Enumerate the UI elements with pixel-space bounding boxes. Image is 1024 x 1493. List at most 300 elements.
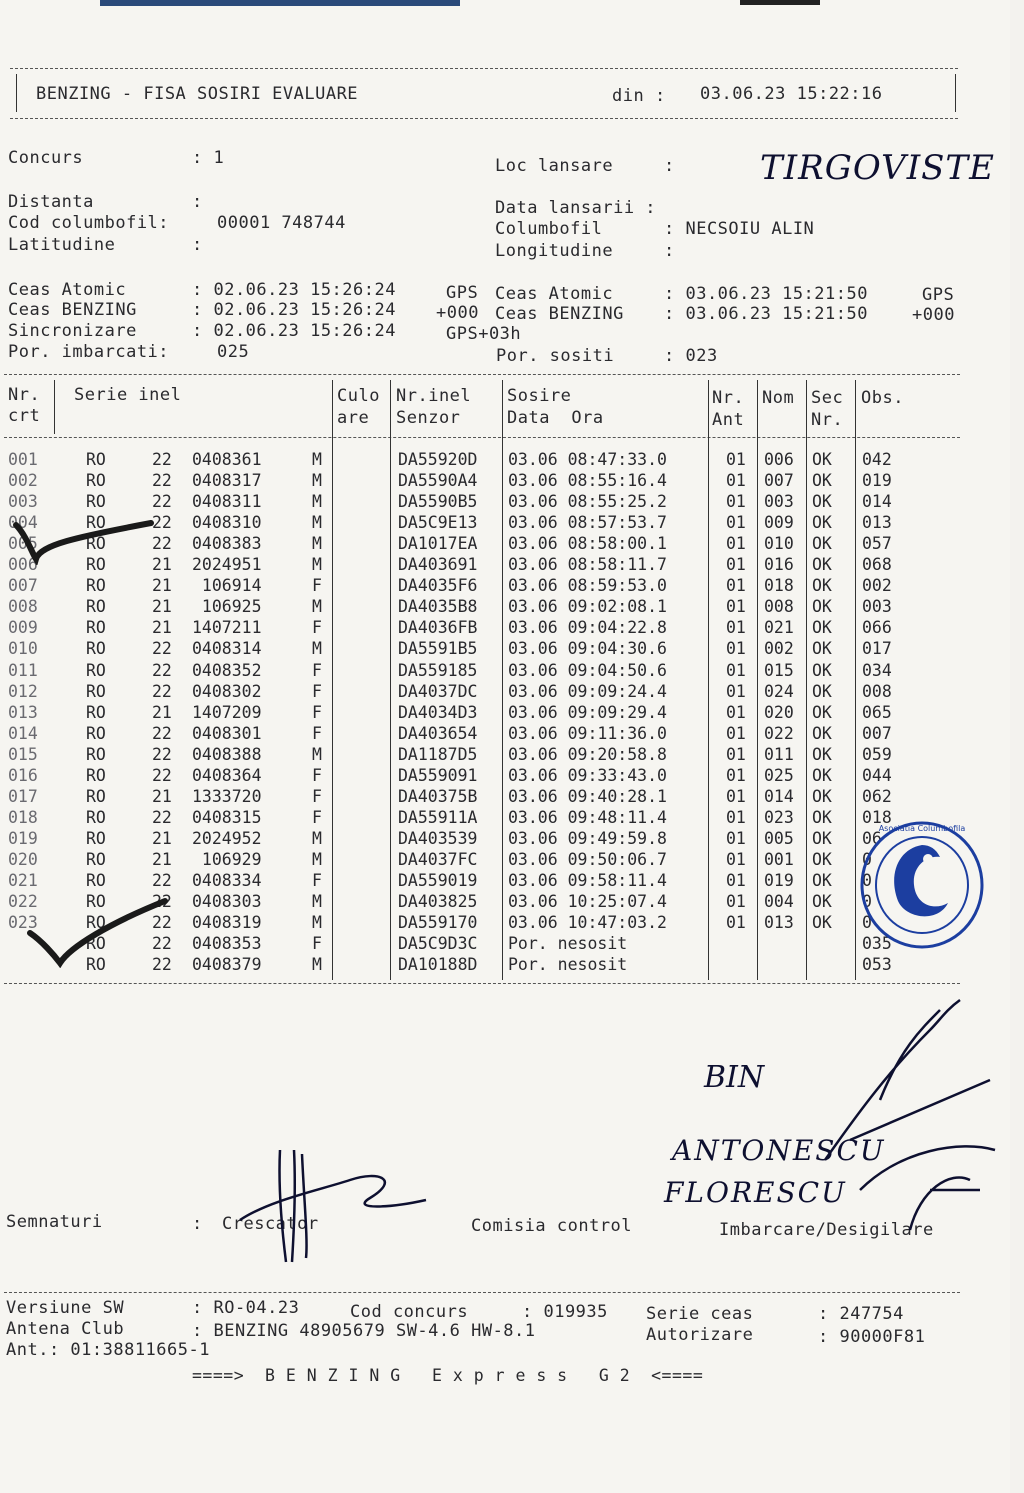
row-obs-cell: 053 xyxy=(862,955,892,974)
row-sec-cell: OK xyxy=(812,471,832,490)
semnaturi-colon: : xyxy=(192,1214,203,1234)
row-sex-cell: F xyxy=(312,661,322,680)
table-row xyxy=(0,639,1000,660)
row-senzor-cell: DA4037FC xyxy=(398,850,478,869)
row-sec-cell: OK xyxy=(812,871,832,890)
row-country-cell: RO xyxy=(86,955,106,974)
row-country-cell: RO xyxy=(86,576,106,595)
row-country-cell: RO xyxy=(86,555,106,574)
row-sex-cell: M xyxy=(312,955,322,974)
row-sec-cell: OK xyxy=(812,597,832,616)
row-senzor-cell: DA403691 xyxy=(398,555,478,574)
row-nom-cell: 007 xyxy=(764,471,794,490)
row-senzor-cell: DA559019 xyxy=(398,871,478,890)
ceas-atomic-right-suffix: GPS xyxy=(922,285,955,305)
row-country-cell: RO xyxy=(86,661,106,680)
row-sex-cell: F xyxy=(312,934,322,953)
row-obs-cell: 002 xyxy=(862,576,892,595)
cod-concurs-value: : 019935 xyxy=(522,1302,608,1322)
row-nr-cell: 001 xyxy=(8,450,38,469)
row-sec-cell: OK xyxy=(812,745,832,764)
row-ring-cell: 0408353 xyxy=(192,934,262,953)
row-sosire-cell: 03.06 08:47:33.0 xyxy=(508,450,667,469)
row-ant-cell: 01 xyxy=(726,745,746,764)
row-sec-cell: OK xyxy=(812,534,832,553)
latitudine-value: : xyxy=(192,235,203,255)
row-ring-cell: 0408317 xyxy=(192,471,262,490)
longitudine-value: : xyxy=(664,241,675,261)
row-ring-cell: 0408310 xyxy=(192,513,262,532)
row-ant-cell: 01 xyxy=(726,555,746,574)
row-year-cell: 21 xyxy=(152,850,172,869)
row-nom-cell: 018 xyxy=(764,576,794,595)
row-country-cell: RO xyxy=(86,892,106,911)
row-senzor-cell: DA403539 xyxy=(398,829,478,848)
row-nom-cell: 021 xyxy=(764,618,794,637)
row-senzor-cell: DA403825 xyxy=(398,892,478,911)
row-sec-cell: OK xyxy=(812,555,832,574)
th-culoare-2: are xyxy=(337,408,370,428)
loc-lansare-handwritten: TIRGOVISTE xyxy=(760,148,995,188)
row-senzor-cell: DA559091 xyxy=(398,766,478,785)
row-ring-cell: 0408383 xyxy=(192,534,262,553)
row-senzor-cell: DA4035B8 xyxy=(398,597,478,616)
row-nr-cell: 002 xyxy=(8,471,38,490)
row-senzor-cell: DA5C9D3C xyxy=(398,934,478,953)
row-sec-cell: OK xyxy=(812,808,832,827)
row-country-cell: RO xyxy=(86,597,106,616)
row-sex-cell: M xyxy=(312,639,322,658)
row-sex-cell: M xyxy=(312,492,322,511)
row-nom-cell: 002 xyxy=(764,639,794,658)
row-ant-cell: 01 xyxy=(726,513,746,532)
row-year-cell: 22 xyxy=(152,450,172,469)
imbarcati-value: 025 xyxy=(217,342,250,362)
ceas-benzing-right-label: Ceas BENZING xyxy=(495,304,624,324)
row-obs-cell: 014 xyxy=(862,492,892,511)
row-senzor-cell: DA403654 xyxy=(398,724,478,743)
header-right-border xyxy=(955,74,956,112)
row-nom-cell: 005 xyxy=(764,829,794,848)
row-senzor-cell: DA5C9E13 xyxy=(398,513,478,532)
row-year-cell: 21 xyxy=(152,576,172,595)
row-sex-cell: M xyxy=(312,534,322,553)
row-country-cell: RO xyxy=(86,787,106,806)
row-nr-cell: 011 xyxy=(8,661,38,680)
row-sex-cell: F xyxy=(312,682,322,701)
row-nom-cell: 022 xyxy=(764,724,794,743)
row-sec-cell: OK xyxy=(812,703,832,722)
semnaturi-label: Semnaturi xyxy=(6,1212,103,1232)
th-nom: Nom xyxy=(762,388,795,408)
row-nom-cell: 014 xyxy=(764,787,794,806)
row-sex-cell: M xyxy=(312,745,322,764)
concurs-value: : 1 xyxy=(192,148,225,168)
row-nr-cell: 012 xyxy=(8,682,38,701)
table-row xyxy=(0,661,1000,682)
row-ant-cell: 01 xyxy=(726,682,746,701)
row-obs-cell: 034 xyxy=(862,661,892,680)
scan-edge-strip-2 xyxy=(740,0,820,5)
row-senzor-cell: DA559185 xyxy=(398,661,478,680)
row-nr-cell: 013 xyxy=(8,703,38,722)
row-obs-cell: 007 xyxy=(862,724,892,743)
row-year-cell: 22 xyxy=(152,639,172,658)
ceas-benzing-left-suffix: +000 xyxy=(436,303,479,323)
antena-value: : BENZING 48905679 SW-4.6 HW-8.1 xyxy=(192,1321,536,1341)
row-sex-cell: F xyxy=(312,618,322,637)
row-sosire-cell: 03.06 09:09:24.4 xyxy=(508,682,667,701)
header-bottom-border xyxy=(10,118,958,119)
row-nr-cell: 006 xyxy=(8,555,38,574)
table-row xyxy=(0,576,1000,597)
row-country-cell: RO xyxy=(86,492,106,511)
serie-ceas-label: Serie ceas xyxy=(646,1304,754,1324)
row-year-cell: 21 xyxy=(152,555,172,574)
row-country-cell: RO xyxy=(86,724,106,743)
row-ant-cell: 01 xyxy=(726,766,746,785)
table-row xyxy=(0,618,1000,639)
row-nom-cell: 006 xyxy=(764,450,794,469)
row-obs-cell: 057 xyxy=(862,534,892,553)
th-sec-2: Nr. xyxy=(811,410,844,430)
row-senzor-cell: DA40375B xyxy=(398,787,478,806)
comisia-control-label: Comisia control xyxy=(471,1216,633,1236)
row-sex-cell: F xyxy=(312,576,322,595)
row-obs-cell: 042 xyxy=(862,450,892,469)
row-year-cell: 22 xyxy=(152,513,172,532)
row-ant-cell: 01 xyxy=(726,871,746,890)
row-year-cell: 21 xyxy=(152,787,172,806)
data-lansarii-label: Data lansarii : xyxy=(495,198,657,218)
row-nom-cell: 025 xyxy=(764,766,794,785)
row-nr-cell: 014 xyxy=(8,724,38,743)
row-sec-cell: OK xyxy=(812,787,832,806)
row-sosire-cell: 03.06 09:40:28.1 xyxy=(508,787,667,806)
row-sec-cell: OK xyxy=(812,829,832,848)
row-country-cell: RO xyxy=(86,471,106,490)
row-country-cell: RO xyxy=(86,682,106,701)
row-ant-cell: 01 xyxy=(726,892,746,911)
row-nom-cell: 016 xyxy=(764,555,794,574)
imbarcare-label: Imbarcare/Desigilare xyxy=(719,1220,934,1240)
row-year-cell: 22 xyxy=(152,808,172,827)
row-ant-cell: 01 xyxy=(726,808,746,827)
row-obs-cell: 044 xyxy=(862,766,892,785)
th-crt: crt xyxy=(8,406,41,426)
cod-concurs-label: Cod concurs xyxy=(350,1302,469,1322)
row-sex-cell: M xyxy=(312,892,322,911)
table-header-border xyxy=(4,437,960,438)
table-bottom-border xyxy=(4,983,960,984)
row-country-cell: RO xyxy=(86,829,106,848)
row-senzor-cell: DA4036FB xyxy=(398,618,478,637)
footer-top-border xyxy=(4,1292,960,1293)
th-sosire-2: Data Ora xyxy=(507,408,604,428)
row-obs-cell: 013 xyxy=(862,513,892,532)
row-country-cell: RO xyxy=(86,934,106,953)
row-nr-cell: 020 xyxy=(8,850,38,869)
columbofil-value: : NECSOIU ALIN xyxy=(664,219,815,239)
ceas-benzing-left-value: : 02.06.23 15:26:24 xyxy=(192,300,396,320)
ceas-atomic-left-label: Ceas Atomic xyxy=(8,280,127,300)
row-year-cell: 22 xyxy=(152,766,172,785)
row-year-cell: 22 xyxy=(152,661,172,680)
th-culoare-1: Culo xyxy=(337,386,380,406)
row-obs-cell: 059 xyxy=(862,745,892,764)
row-nr-cell: 018 xyxy=(8,808,38,827)
row-sex-cell: F xyxy=(312,787,322,806)
row-sec-cell: OK xyxy=(812,766,832,785)
table-row xyxy=(0,724,1000,745)
cod-columbofil-label: Cod columbofil: xyxy=(8,213,170,233)
row-sosire-cell: 03.06 08:55:16.4 xyxy=(508,471,667,490)
row-senzor-cell: DA1187D5 xyxy=(398,745,478,764)
row-country-cell: RO xyxy=(86,871,106,890)
sincronizare-value: : 02.06.23 15:26:24 xyxy=(192,321,396,341)
antena-id: Ant.: 01:38811665-1 xyxy=(6,1340,210,1360)
row-ant-cell: 01 xyxy=(726,492,746,511)
row-obs-cell: 068 xyxy=(862,555,892,574)
row-ring-cell: 0408361 xyxy=(192,450,262,469)
row-obs-cell: 06 xyxy=(862,829,882,848)
row-obs-cell: 018 xyxy=(862,808,892,827)
row-sosire-cell: 03.06 09:20:58.8 xyxy=(508,745,667,764)
row-sosire-cell: 03.06 08:59:53.0 xyxy=(508,576,667,595)
sincronizare-suffix: GPS+03h xyxy=(446,324,522,344)
row-year-cell: 22 xyxy=(152,471,172,490)
row-nr-cell: 021 xyxy=(8,871,38,890)
th-senzor-2: Senzor xyxy=(396,408,461,428)
row-ant-cell: 01 xyxy=(726,724,746,743)
row-sex-cell: M xyxy=(312,913,322,932)
sositi-value: : 023 xyxy=(664,346,718,366)
row-nom-cell: 023 xyxy=(764,808,794,827)
official-signature xyxy=(820,990,1000,1240)
report-title: BENZING - FISA SOSIRI EVALUARE xyxy=(36,84,359,104)
versiune-label: Versiune SW xyxy=(6,1298,125,1318)
row-ring-cell: 2024952 xyxy=(192,829,262,848)
table-row xyxy=(0,682,1000,703)
row-ring-cell: 0408314 xyxy=(192,639,262,658)
row-sex-cell: M xyxy=(312,471,322,490)
ceas-atomic-left-value: : 02.06.23 15:26:24 xyxy=(192,280,396,300)
row-sex-cell: F xyxy=(312,724,322,743)
row-ring-cell: 0408364 xyxy=(192,766,262,785)
row-sex-cell: F xyxy=(312,808,322,827)
ceas-benzing-left-label: Ceas BENZING xyxy=(8,300,137,320)
th-senzor-1: Nr.inel xyxy=(396,386,472,406)
row-ring-cell: 2024951 xyxy=(192,555,262,574)
sincronizare-label: Sincronizare xyxy=(8,321,137,341)
handwritten-name-1: ANTONESCU xyxy=(672,1134,886,1167)
row-sec-cell: OK xyxy=(812,724,832,743)
th-sosire-1: Sosire xyxy=(507,386,572,406)
row-year-cell: 22 xyxy=(152,534,172,553)
row-country-cell: RO xyxy=(86,808,106,827)
row-sec-cell: OK xyxy=(812,682,832,701)
row-obs-cell: 017 xyxy=(862,639,892,658)
th-nr: Nr. xyxy=(8,385,41,405)
th-obs: Obs. xyxy=(861,388,904,408)
row-ring-cell: 0408311 xyxy=(192,492,262,511)
row-country-cell: RO xyxy=(86,639,106,658)
row-sec-cell: OK xyxy=(812,450,832,469)
pen-mark-2 xyxy=(20,893,170,968)
row-ant-cell: 01 xyxy=(726,534,746,553)
table-row xyxy=(0,850,1000,871)
row-sosire-cell: 03.06 09:04:30.6 xyxy=(508,639,667,658)
loc-lansare-label: Loc lansare xyxy=(495,156,614,176)
row-obs-cell: 0 xyxy=(862,871,872,890)
row-country-cell: RO xyxy=(86,850,106,869)
row-nom-cell: 008 xyxy=(764,597,794,616)
distanta-label: Distanta xyxy=(8,192,94,212)
row-sosire-cell: 03.06 09:33:43.0 xyxy=(508,766,667,785)
row-sosire-cell: Por. nesosit xyxy=(508,934,628,953)
row-sosire-cell: 03.06 09:02:08.1 xyxy=(508,597,667,616)
table-row xyxy=(0,703,1000,724)
row-nr-cell: 022 xyxy=(8,892,38,911)
row-nr-cell: 023 xyxy=(8,913,38,932)
row-ant-cell: 01 xyxy=(726,829,746,848)
row-year-cell: 21 xyxy=(152,597,172,616)
row-obs-cell: 0 xyxy=(862,850,872,869)
row-sosire-cell: 03.06 08:55:25.2 xyxy=(508,492,667,511)
row-ant-cell: 01 xyxy=(726,639,746,658)
pen-mark-1 xyxy=(6,515,156,565)
row-sosire-cell: 03.06 08:58:00.1 xyxy=(508,534,667,553)
row-nr-cell: 008 xyxy=(8,597,38,616)
benzing-banner: ====> B E N Z I N G E x p r e s s G 2 <==== xyxy=(192,1366,704,1385)
row-nr-cell: 016 xyxy=(8,766,38,785)
club-stamp xyxy=(858,815,986,955)
row-sosire-cell: 03.06 08:57:53.7 xyxy=(508,513,667,532)
row-ring-cell: 1407209 xyxy=(192,703,262,722)
th-sec-1: Sec xyxy=(811,388,844,408)
row-senzor-cell: DA559170 xyxy=(398,913,478,932)
imbarcati-label: Por. imbarcati: xyxy=(8,342,170,362)
row-nr-cell: 010 xyxy=(8,639,38,658)
header-top-border xyxy=(10,68,958,69)
table-row xyxy=(0,745,1000,766)
table-row xyxy=(0,871,1000,892)
row-sex-cell: M xyxy=(312,513,322,532)
row-sosire-cell: 03.06 09:50:06.7 xyxy=(508,850,667,869)
row-year-cell: 21 xyxy=(152,703,172,722)
row-ring-cell: 0408319 xyxy=(192,913,262,932)
row-sex-cell: M xyxy=(312,829,322,848)
row-ant-cell: 01 xyxy=(726,850,746,869)
row-sosire-cell: 03.06 09:04:22.8 xyxy=(508,618,667,637)
row-senzor-cell: DA5590A4 xyxy=(398,471,478,490)
row-obs-cell: 019 xyxy=(862,471,892,490)
th-serie-inel: Serie inel xyxy=(74,385,182,405)
row-nr-cell: 019 xyxy=(8,829,38,848)
row-sec-cell: OK xyxy=(812,661,832,680)
row-ant-cell: 01 xyxy=(726,450,746,469)
row-country-cell: RO xyxy=(86,513,106,532)
row-ant-cell: 01 xyxy=(726,661,746,680)
serie-ceas-value: : 247754 xyxy=(818,1304,904,1324)
row-nr-cell: 007 xyxy=(8,576,38,595)
distanta-value: : xyxy=(192,192,203,212)
row-senzor-cell: DA55911A xyxy=(398,808,478,827)
report-date-label: din : xyxy=(612,86,666,106)
table-row xyxy=(0,450,1000,471)
row-nr-cell: 017 xyxy=(8,787,38,806)
row-ring-cell: 0408388 xyxy=(192,745,262,764)
row-senzor-cell: DA4034D3 xyxy=(398,703,478,722)
row-senzor-cell: DA55920D xyxy=(398,450,478,469)
row-ring-cell: 0408301 xyxy=(192,724,262,743)
table-row xyxy=(0,808,1000,829)
row-sosire-cell: 03.06 10:47:03.2 xyxy=(508,913,667,932)
row-sosire-cell: 03.06 09:58:11.4 xyxy=(508,871,667,890)
longitudine-label: Longitudine xyxy=(495,241,614,261)
row-nom-cell: 011 xyxy=(764,745,794,764)
row-year-cell: 22 xyxy=(152,913,172,932)
row-ant-cell: 01 xyxy=(726,471,746,490)
row-nom-cell: 019 xyxy=(764,871,794,890)
row-senzor-cell: DA1017EA xyxy=(398,534,478,553)
table-row xyxy=(0,471,1000,492)
row-country-cell: RO xyxy=(86,913,106,932)
row-ring-cell: 1333720 xyxy=(192,787,262,806)
row-senzor-cell: DA5591B5 xyxy=(398,639,478,658)
row-nom-cell: 010 xyxy=(764,534,794,553)
columbofil-label: Columbofil xyxy=(495,219,603,239)
row-year-cell: 22 xyxy=(152,955,172,974)
row-year-cell: 22 xyxy=(152,745,172,764)
row-ant-cell: 01 xyxy=(726,576,746,595)
th-ant-1: Nr. xyxy=(712,388,745,408)
ceas-atomic-right-label: Ceas Atomic xyxy=(495,284,614,304)
row-sosire-cell: 03.06 08:58:11.7 xyxy=(508,555,667,574)
row-sec-cell: OK xyxy=(812,639,832,658)
row-sex-cell: M xyxy=(312,450,322,469)
ceas-atomic-right-value: : 03.06.23 15:21:50 xyxy=(664,284,868,304)
row-nom-cell: 009 xyxy=(764,513,794,532)
row-country-cell: RO xyxy=(86,450,106,469)
header-left-border xyxy=(16,74,17,112)
row-sosire-cell: 03.06 10:25:07.4 xyxy=(508,892,667,911)
row-sex-cell: F xyxy=(312,703,322,722)
row-sec-cell: OK xyxy=(812,850,832,869)
row-obs-cell: 008 xyxy=(862,682,892,701)
row-obs-cell: 066 xyxy=(862,618,892,637)
row-nom-cell: 013 xyxy=(764,913,794,932)
antena-label: Antena Club xyxy=(6,1319,125,1339)
autorizare-label: Autorizare xyxy=(646,1325,754,1345)
row-ring-cell: 0408334 xyxy=(192,871,262,890)
row-nom-cell: 015 xyxy=(764,661,794,680)
row-country-cell: RO xyxy=(86,703,106,722)
row-senzor-cell: DA10188D xyxy=(398,955,478,974)
row-ant-cell: 01 xyxy=(726,787,746,806)
stamp-text: Asociatia Columbofila xyxy=(878,824,966,833)
scan-edge-strip xyxy=(100,0,460,6)
versiune-value: : RO-04.23 xyxy=(192,1298,300,1318)
row-senzor-cell: DA5590B5 xyxy=(398,492,478,511)
row-ring-cell: 0408352 xyxy=(192,661,262,680)
row-sex-cell: M xyxy=(312,555,322,574)
row-ant-cell: 01 xyxy=(726,618,746,637)
row-sex-cell: M xyxy=(312,597,322,616)
row-sosire-cell: 03.06 09:09:29.4 xyxy=(508,703,667,722)
row-ring-cell: 0408315 xyxy=(192,808,262,827)
row-country-cell: RO xyxy=(86,766,106,785)
